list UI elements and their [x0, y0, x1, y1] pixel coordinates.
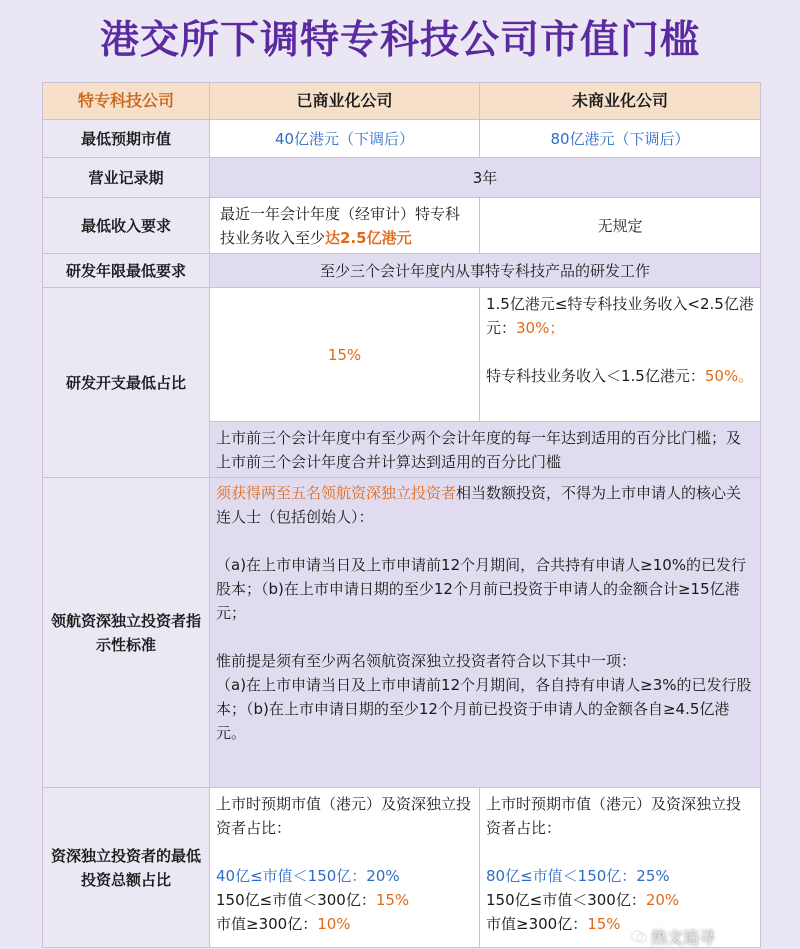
table-row — [43, 788, 761, 948]
cell-commercial-market-cap: 40亿港元（下调后） — [210, 120, 480, 158]
cell-commercial-rd-ratio: 15% — [210, 288, 480, 422]
comparison-table — [42, 82, 761, 948]
cell-operating-record: 3年 — [210, 158, 761, 198]
lead-investor-highlight: 须获得两至五名领航资深独立投资者 — [216, 484, 457, 502]
tier-3-pct: 10% — [317, 915, 351, 933]
header-precommercial: 未商业化公司 — [480, 83, 761, 120]
cell-precommercial-rd-ratio — [480, 288, 761, 422]
revenue-highlight: 达2.5亿港元 — [325, 228, 412, 247]
chat-bubble-icon — [630, 928, 648, 946]
row-label-rd-years: 研发年限最低要求 — [43, 254, 210, 288]
page-title: 港交所下调特专科技公司市值门槛 — [99, 18, 700, 63]
cell-lead-investor — [210, 478, 761, 788]
table-row — [43, 254, 761, 288]
cell-commercial-investment — [210, 788, 480, 948]
lead-investor-p4: （a)在上市申请当日及上市申请前12个月期间，各自持有申请人≥3%的已发行股本；（b)在上市申请日期的至少12个月前已投资于申请人的金额各自≥4.5亿港元。 — [216, 676, 752, 742]
rd-tier-2 — [486, 364, 754, 388]
investment-tier-3 — [216, 912, 473, 936]
cell-precommercial-investment — [480, 788, 761, 948]
row-label-rd-ratio: 研发开支最低占比 — [43, 288, 210, 478]
tier-3-text: 市值≥300亿： — [486, 915, 588, 933]
tier-1-text: 80亿≤市值＜150亿： — [486, 867, 637, 885]
cell-rd-years: 至少三个会计年度内从事特专科技产品的研发工作 — [210, 254, 761, 288]
cell-precommercial-revenue: 无规定 — [480, 198, 761, 254]
investment-tier-1 — [216, 864, 473, 888]
watermark-text: 热文追寻 — [651, 928, 716, 947]
tier-2-text: 150亿≤市值＜300亿： — [486, 891, 646, 909]
revenue-text: 最近一年会计年度（经审计）特专科技业务收入至少 — [220, 204, 461, 247]
table-row — [43, 198, 761, 254]
tier-2-pct: 20% — [645, 891, 680, 909]
lead-investor-p2: （a)在上市申请当日及上市申请前12个月期间，合共持有申请人≥10%的已发行股本；（b)在上市申请日期的至少12个月前已投资于申请人的金额合计≥15亿港元； — [216, 556, 747, 622]
row-label-min-market-cap: 最低预期市值 — [43, 120, 210, 158]
row-label-min-investment: 资深独立投资者的最低投资总额占比 — [43, 788, 210, 948]
row-label-lead-investor: 领航资深独立投资者指示性标准 — [43, 478, 210, 788]
rd-tier-1-text: 1.5亿港元≤特专科技业务收入<2.5亿港元： — [486, 295, 754, 337]
tier-1-text: 40亿≤市值＜150亿： — [216, 867, 367, 885]
investment-tier-2 — [486, 888, 754, 912]
table-row — [43, 120, 761, 158]
investment-intro: 上市时预期市值（港元）及资深独立投资者占比： — [216, 795, 472, 837]
cell-commercial-revenue — [210, 198, 480, 254]
tier-3-text: 市值≥300亿： — [216, 915, 318, 933]
watermark — [630, 925, 715, 948]
lead-investor-p3: 惟前提是须有至少两名领航资深独立投资者符合以下其中一项： — [216, 652, 637, 670]
table-row — [43, 478, 761, 788]
table-row — [43, 158, 761, 198]
investment-tier-1 — [486, 864, 754, 888]
lead-investor-p1 — [216, 481, 754, 529]
investment-tier-2 — [216, 888, 473, 912]
rd-tier-2-pct: 50%。 — [704, 367, 754, 385]
row-label-min-revenue: 最低收入要求 — [43, 198, 210, 254]
tier-3-pct: 15% — [587, 915, 621, 933]
header-category: 特专科技公司 — [43, 83, 210, 120]
table-row — [43, 288, 761, 422]
tier-2-text: 150亿≤市值＜300亿： — [216, 891, 376, 909]
rd-tier-1 — [486, 292, 754, 340]
rd-tier-2-text: 特专科技业务收入＜1.5亿港元： — [486, 367, 705, 385]
tier-1-pct: 20% — [366, 867, 400, 885]
cell-rd-ratio-footer: 上市前三个会计年度中有至少两个会计年度的每一年达到适用的百分比门槛；及上市前三个会计年度合并计算达到适用的百分比门槛 — [210, 422, 761, 478]
header-commercial: 已商业化公司 — [210, 83, 480, 120]
lead-investor-p1-text: 相当数额投资，不得为上市申请人的核心关连人士（包括创始人）： — [216, 484, 742, 526]
table-header-row — [43, 83, 761, 120]
investment-intro: 上市时预期市值（港元）及资深独立投资者占比： — [486, 795, 742, 837]
tier-1-pct: 25% — [636, 867, 670, 885]
tier-2-pct: 15% — [375, 891, 410, 909]
row-label-operating-record: 营业记录期 — [43, 158, 210, 198]
cell-precommercial-market-cap: 80亿港元（下调后） — [480, 120, 761, 158]
rd-tier-1-pct: 30%； — [516, 319, 565, 337]
